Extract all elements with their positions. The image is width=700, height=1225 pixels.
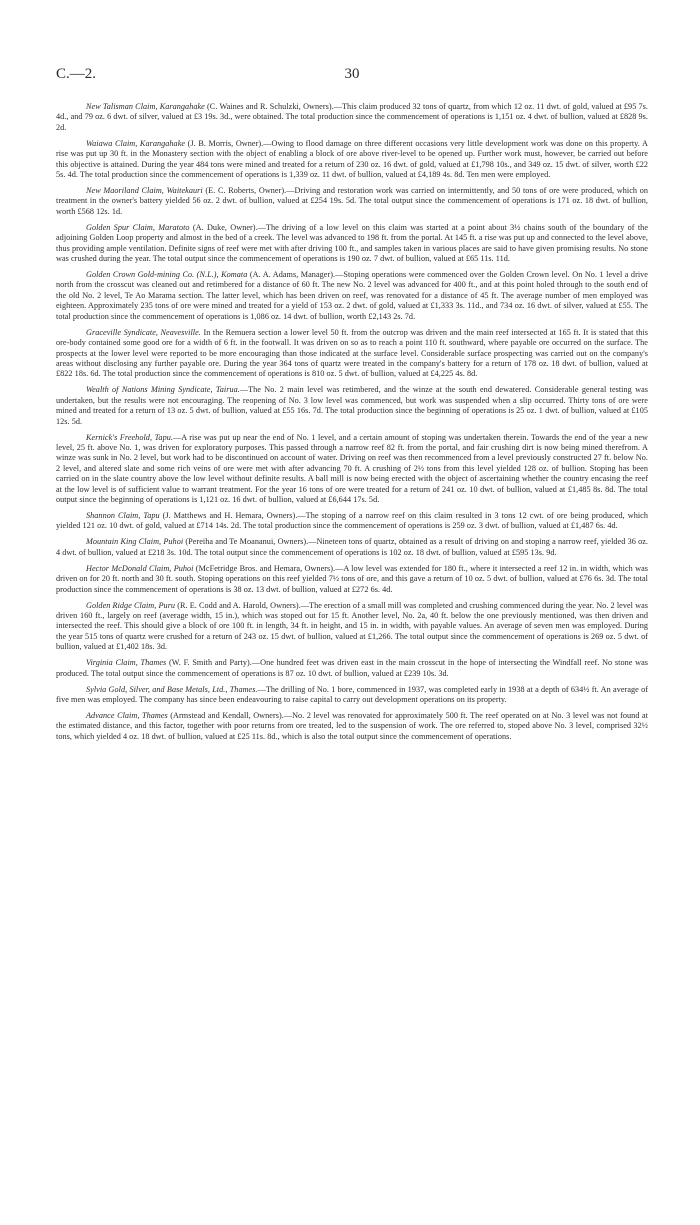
paragraph-body: (A. A. Adams, Manager).—Stoping operations were commenced over the Golden Crown level. On No. 1 level a drive north from the crosscut was cleaned out and retimbered for a distance of 60 ft. The new No. 2 level was advanced for 400 ft., and at this point holed through to the south end of the old No. 2 level, Te Ao Marama section. The latter level, which has been driven on reef, was renovated for a distance of 45 ft. The average number of men employed was eighteen. Approximately 235 tons of ore were mined and treated for a yield of 153 oz. 2 dwt. of gold, valued at £1,333 3s. 11d., and 734 oz. 16 dwt. of silver, valued at £55. The total production since the commencement of operations is 1,086 oz. 14 dwt. of bullion, worth £2,143 2s. 7d. bbox=[56, 270, 648, 321]
paragraph-title: Golden Crown Gold-mining Co. (N.L.), Komata bbox=[86, 270, 248, 280]
paragraph-title: Wealth of Nations Mining Syndicate, Tairua. bbox=[86, 385, 240, 395]
paragraph-graceville bbox=[56, 328, 648, 380]
paragraph-hector-mcdonald bbox=[56, 564, 648, 595]
paragraph-body: (E. C. Roberts, Owner).—Driving and restoration work was carried on intermittently, and 50 tons of ore were produced, which on treatment in the owner's battery yielded 56 oz. 2 dwt. of bullion, valued at £254 19s. 5d. The total output since the commencement of operations is 171 oz. 18 dwt. of bullion, worth £568 12s. 1d. bbox=[56, 186, 648, 216]
paragraph-title: Hector McDonald Claim, Puhoi bbox=[86, 563, 194, 573]
paragraph-body: In the Remuera section a lower level 50 ft. from the outcrop was driven and the main reef intersected at 165 ft. It is stated that this ore-body contained some good ore for a width of 6 ft. in the footwall. It was driven on so as to reach a point 110 ft. southward, where payable ore occurred on the surface. The prospects at the lower level were reported to be more encouraging than those indicated at the surface level. Considerable surface prospecting was carried out on the company's areas without disclosing any further payable ore. During the year 364 tons of quartz were treated in the company's battery for a return of 178 oz. 18 dwt. of bullion, valued at £822 18s. 6d. The total production since the commencement of operations is 810 oz. 5 dwt. of bullion, valued at £4,225 4s. 8d. bbox=[56, 327, 648, 379]
paragraph-body: (McFetridge Bros. and Hemara, Owners).—A low level was extended for 180 ft., where it intersected a reef 12 in. in width, which was driven on for 20 ft. north and 30 ft. south. Stoping operations on this reef yielded 7½ tons of ore, and this gave a return of 10 oz. 5 dwt. of bullion, valued at £76 6s. 3d. The total production since the commencement of operations is 38 oz. 13 dwt. of bullion, valued at £272 6s. 4d. bbox=[56, 563, 648, 594]
paragraph-body: (W. F. Smith and Party).—One hundred feet was driven east in the main crosscut in the hope of intersecting the Windfall reef. No stone was produced. The total output since the commencement of operations is 87 oz. 10 dwt. of bullion, valued at £239 10s. 3d. bbox=[56, 658, 648, 678]
paragraph-title: Graceville Syndicate, Neavesville. bbox=[86, 327, 201, 337]
paragraph-virginia bbox=[56, 658, 648, 679]
paragraph-shannon bbox=[56, 511, 648, 532]
paragraph-body: —The drilling of No. 1 bore, commenced in 1937, was completed early in 1938 at a depth of 634½ ft. An average of five men was employed. The company has since been endeavouring to raise capital to carry out development operations on its property. bbox=[56, 684, 648, 705]
paragraph-body: —The No. 2 main level was retimbered, and the winze at the south end dewatered. Considerable general testing was undertaken, but the results were not encouraging. The reopening of No. 3 low level was commenced, but work was suspended when a slip occurred. Thirty tons of ore were mined and treated for a return of 13 oz. 5 dwt. of bullion, valued at £55 16s. 7d. The total production since the beginning of operations is 25 oz. 1 dwt. of bullion, valued at £105 12s. 5d. bbox=[56, 385, 648, 426]
paragraph-title: Waiawa Claim, Karangahake bbox=[86, 138, 186, 148]
paragraph-body: —A rise was put up near the end of No. 1 level, and a certain amount of stoping was undertaken therein. Towards the end of the year a new level, 25 ft. above No. 1, was driven for exploratory purposes. This passed through a narrow reef 82 ft. from the portal, and fair crushing dirt is now being mined therefrom. A winze was sunk in No. 2 level, but work had to be discontinued on account of water. Driving on reef was then recommenced from a level previously constructed 27 ft. below No. 2 level, and altered slate and some rich veins of ore were met with after advancing 70 ft. A crushing of 2½ tons from this level yielded 128 oz. of bullion. Stoping has been carried on in the slate country above the low level without definite results. A ball mill is now being erected with the object of ascertaining whether the country encasing the reef at the low level is of sufficient value to warrant treatment. For the year 16 tons of ore were treated for a return of 241 oz. 10 dwt. of bullion, valued at £1,485 8s. 8d. The total output since the beginning of operations is 1,121 oz. 16 dwt. of bullion, valued at £6,644 17s. 5d. bbox=[56, 432, 648, 504]
page-number: 30 bbox=[344, 66, 360, 82]
paragraph-golden-spur bbox=[56, 223, 648, 265]
paragraph-golden-crown bbox=[56, 270, 648, 322]
paragraph-title: Golden Spur Claim, Maratoto bbox=[86, 222, 190, 232]
paragraph-body: (R. E. Codd and A. Harold, Owners).—The erection of a small mill was completed and crushing commenced during the year. No. 2 level was driven 160 ft., largely on reef (average width, 15 in.), which was stoped out for 15 ft. Another level, No. 2a, 40 ft. below the one previously mentioned, was then driven and intersected the reef. This should give a block of ore 100 ft. in length, 34 ft. in height, and 15 in. in width, with payable values. An average of seven men was employed. During the year 515 tons of quartz were crushed for a return of 243 oz. 15 dwt. of bullion, valued at £1,266. The total output since the commencement of operations is 269 oz. 5 dwt. of bullion, valued at £1,402 18s. 3d. bbox=[56, 600, 648, 652]
paragraph-title: Virginia Claim, Thames bbox=[86, 658, 167, 668]
document-reference: C.—2. bbox=[56, 66, 97, 82]
paragraph-wealth-of-nations bbox=[56, 385, 648, 427]
paragraph-body: (A. Duke, Owner).—The driving of a low level on this claim was started at a point about 3½ chains south of the boundary of the adjoining Golden Loop property and almost in the bed of a creek. The level was advanced to 198 ft. from the portal. At 145 ft. a rise was put up and connected to the level above, thus providing ample ventilation. Definite signs of reef were met with after driving 100 ft., and samples taken in various places are said to have given promising results. No stone was crushed during the year. The total output since the commencement of operations is 190 oz. 7 dwt. of bullion, valued at £65 11s. 11d. bbox=[56, 222, 649, 264]
page bbox=[56, 66, 648, 748]
paragraph-title: Mountain King Claim, Puhoi bbox=[86, 537, 184, 547]
paragraph-sylvia bbox=[56, 685, 648, 706]
paragraph-mountain-king bbox=[56, 537, 648, 558]
paragraph-body: (J. B. Morris, Owner).—Owing to flood damage on three different occasions very little development work was done on this property. A rise was put up 30 ft. in the Monastery section with the object of enabling a block of ore above river-level to be opened up. Further work must, however, be carried out before this objective is attained. During the year 484 tons were mined and treated for a return of 230 oz. 16 dwt. of gold, valued at £1,798 10s., and 349 oz. 15 dwt. of silver, worth £22 5s. 4d. The total production since the commencement of operations is 1,339 oz. 11 dwt. of bullion, valued at £4,189 4s. 8d. Ten men were employed. bbox=[56, 138, 648, 180]
paragraph-title: New Talisman Claim, Karangahake bbox=[86, 102, 205, 111]
paragraph-golden-ridge bbox=[56, 601, 648, 653]
page-header bbox=[56, 66, 648, 88]
paragraph-advance bbox=[56, 711, 648, 742]
paragraph-title: Advance Claim, Thames bbox=[86, 711, 168, 721]
paragraph-body: (J. Matthews and H. Hemara, Owners).—The stoping of a narrow reef on this claim resulted in 3 tons 12 cwt. of ore being produced, which yielded 121 oz. 10 dwt. of gold, valued at £714 14s. 2d. The total production since the commencement of operations is 259 oz. 3 dwt. of bullion, valued at £1,487 6s. 4d. bbox=[56, 510, 648, 531]
paragraph-title: Kernick's Freehold, Tapu. bbox=[86, 432, 173, 442]
paragraph-title: Golden Ridge Claim, Puru bbox=[86, 600, 176, 610]
paragraph-body: (C. Waines and R. Schulzki, Owners).—This claim produced 32 tons of quartz, from which 12 oz. 11 dwt. of gold, valued at £95 7s. 4d., and 79 oz. 6 dwt. of silver, valued at £3 19s. 3d., were obtained. The total production since the commencement of operations is 1,151 oz. 4 dwt. of bullion, valued at £828 9s. 2d. bbox=[56, 102, 648, 132]
paragraph-title: Sylvia Gold, Silver, and Base Metals, Ltd., Thames. bbox=[86, 684, 258, 694]
paragraph-waiawa bbox=[56, 139, 648, 181]
paragraph-title: New Maoriland Claim, Waitekauri bbox=[86, 186, 203, 196]
paragraph-new-maoriland bbox=[56, 186, 648, 217]
paragraph-title: Shannon Claim, Tapu bbox=[86, 510, 160, 520]
paragraph-new-talisman bbox=[56, 102, 648, 133]
paragraph-kernicks-freehold bbox=[56, 433, 648, 506]
paragraph-body: (Pereiha and Te Moananui, Owners).—Nineteen tons of quartz, obtained as a result of driving on and stoping a narrow reef, yielded 36 oz. 4 dwt. of bullion, valued at £218 3s. 10d. The total output since the commencement of operations is 102 oz. 18 dwt. of bullion, valued at £595 13s. 9d. bbox=[56, 537, 648, 557]
paragraph-body: (Armstead and Kendall, Owners).—No. 2 level was renovated for approximately 500 ft. The reef operated on at No. 3 level was not found at the estimated distance, and this factor, together with poor returns from ore treated, led to the suspension of work. The ore referred to, stoped above No. 3 level, comprised 32½ tons, which yielded 4 oz. 18 dwt. of bullion, valued at £25 11s. 8d., which is also the total output since the commencement of operations. bbox=[56, 711, 649, 741]
